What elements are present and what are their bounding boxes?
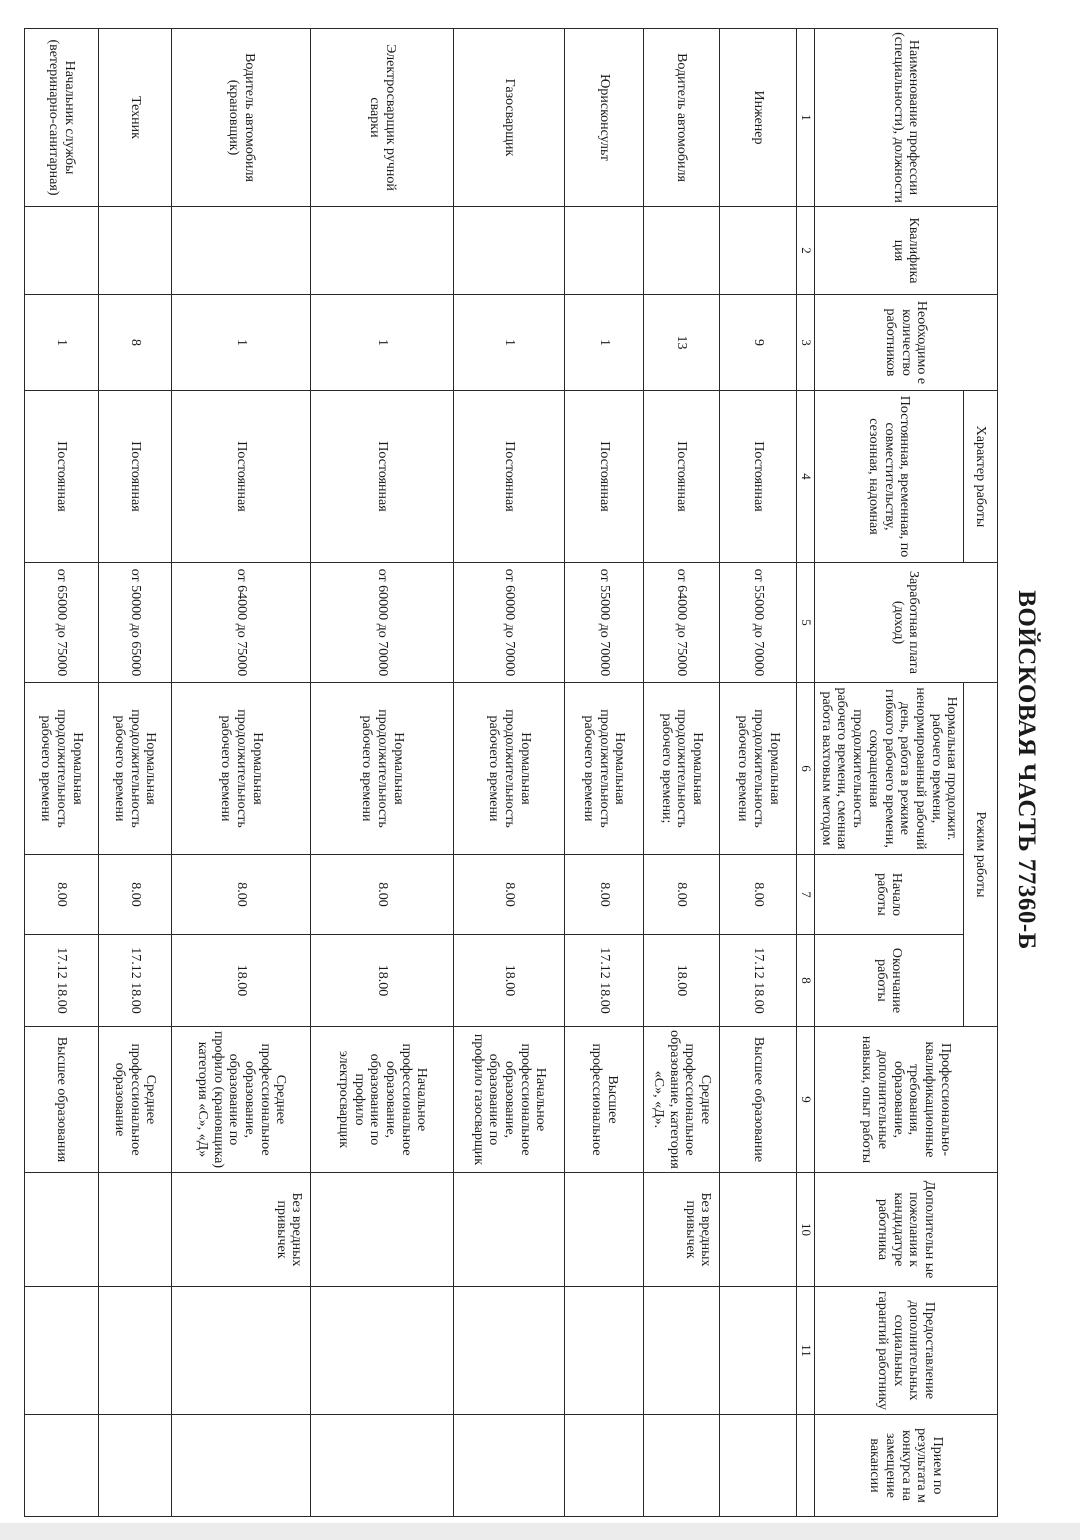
- document-title: ВОЙСКОВАЯ ЧАСТЬ 77360-Б: [1013, 590, 1040, 950]
- cell-profession: Начальник службы (ветеринарно-санитарная): [25, 29, 99, 207]
- table-row: [98, 29, 172, 1517]
- cell-count: 1: [311, 295, 454, 391]
- cell-start: 8.00: [720, 855, 797, 935]
- table-row: [643, 29, 720, 1517]
- cell-start: 8.00: [98, 855, 172, 935]
- cell-wishes: Без вредных привычек: [172, 1173, 311, 1287]
- col-number: 4: [796, 391, 814, 563]
- cell-salary: от 60000 до 70000: [311, 563, 454, 683]
- cell-end: 17.12 18.00: [720, 935, 797, 1027]
- cell-mode: Нормальная продолжительность рабочего времени: [565, 683, 644, 855]
- cell-profession: Техник: [98, 29, 172, 207]
- col-number: 7: [796, 855, 814, 935]
- header-qualification: Квалифика ция: [814, 207, 997, 295]
- cell-work-type: Постоянная: [25, 391, 99, 563]
- header-competition: Прием по результата м конкурса на замещение вакансии: [814, 1415, 997, 1517]
- cell-wishes: [720, 1173, 797, 1287]
- cell-competition: [311, 1415, 454, 1517]
- table-row: [565, 29, 644, 1517]
- cell-qualification: [643, 207, 720, 295]
- cell-start: 8.00: [454, 855, 565, 935]
- cell-salary: от 60000 до 70000: [454, 563, 565, 683]
- cell-competition: [98, 1415, 172, 1517]
- cell-work-type: Постоянная: [98, 391, 172, 563]
- vacancy-table: [24, 28, 998, 1517]
- cell-guarantees: [565, 1287, 644, 1415]
- cell-mode: Нормальная продолжительность рабочего времени: [25, 683, 99, 855]
- header-end: Окончание работы: [814, 935, 963, 1027]
- col-number: 3: [796, 295, 814, 391]
- column-number-row: [796, 29, 814, 1517]
- table-row: [311, 29, 454, 1517]
- cell-qualification: [98, 207, 172, 295]
- cell-wishes: [565, 1173, 644, 1287]
- col-number: 9: [796, 1027, 814, 1173]
- cell-qualification: [565, 207, 644, 295]
- cell-profession: Инженер: [720, 29, 797, 207]
- cell-end: 18.00: [643, 935, 720, 1027]
- cell-work-type: Постоянная: [454, 391, 565, 563]
- cell-wishes: [311, 1173, 454, 1287]
- col-number: [796, 1415, 814, 1517]
- header-group-mode: Режим работы: [963, 683, 997, 1027]
- cell-guarantees: [643, 1287, 720, 1415]
- header-guarantees: Предоставление дополнительных социальных гарантий работнику: [814, 1287, 997, 1415]
- cell-competition: [643, 1415, 720, 1517]
- cell-count: 9: [720, 295, 797, 391]
- header-group-row: [963, 29, 997, 1517]
- cell-start: 8.00: [643, 855, 720, 935]
- cell-work-type: Постоянная: [565, 391, 644, 563]
- col-number: 11: [796, 1287, 814, 1415]
- cell-count: 8: [98, 295, 172, 391]
- cell-count: 1: [565, 295, 644, 391]
- cell-mode: Нормальная продолжительность рабочего времени: [172, 683, 311, 855]
- col-number: 5: [796, 563, 814, 683]
- cell-end: 17.12 18.00: [25, 935, 99, 1027]
- cell-count: 1: [25, 295, 99, 391]
- col-number: 6: [796, 683, 814, 855]
- header-wishes: Дополительн ые пожелания к кандидатуре работника: [814, 1173, 997, 1287]
- header-count: Необходимо е количество работников: [814, 295, 997, 391]
- table-row: [454, 29, 565, 1517]
- cell-start: 8.00: [172, 855, 311, 935]
- cell-profession: Водитель автомобиля (крановщик): [172, 29, 311, 207]
- col-number: 10: [796, 1173, 814, 1287]
- cell-competition: [172, 1415, 311, 1517]
- cell-requirements: Среднее профессиональное образование: [98, 1027, 172, 1173]
- cell-salary: от 64000 до 75000: [643, 563, 720, 683]
- cell-count: 1: [454, 295, 565, 391]
- header-requirements: Профессионально-квалификационные требования, образование, дополнительные навыки, опыт работы: [814, 1027, 997, 1173]
- header-group-character: Характер работы: [963, 391, 997, 563]
- cell-requirements: Начальное профессиональное образование, образование по профило газосварщик: [454, 1027, 565, 1173]
- cell-end: 17.12 18.00: [98, 935, 172, 1027]
- cell-count: 13: [643, 295, 720, 391]
- cell-wishes: [454, 1173, 565, 1287]
- header-start: Начало работы: [814, 855, 963, 935]
- cell-competition: [454, 1415, 565, 1517]
- cell-competition: [720, 1415, 797, 1517]
- cell-requirements: Высшее образование: [720, 1027, 797, 1173]
- table-row: [25, 29, 99, 1517]
- cell-qualification: [172, 207, 311, 295]
- cell-salary: от 50000 до 65000: [98, 563, 172, 683]
- cell-work-type: Постоянная: [643, 391, 720, 563]
- cell-mode: Нормальная продолжительность рабочего времени: [311, 683, 454, 855]
- cell-mode: Нормальная продолжительность рабочего времени;: [643, 683, 720, 855]
- cell-mode: Нормальная продолжительность рабочего времени: [720, 683, 797, 855]
- col-number: 1: [796, 29, 814, 207]
- cell-guarantees: [311, 1287, 454, 1415]
- cell-qualification: [454, 207, 565, 295]
- cell-competition: [565, 1415, 644, 1517]
- cell-guarantees: [98, 1287, 172, 1415]
- cell-end: 17.12 18.00: [565, 935, 644, 1027]
- cell-wishes: [25, 1173, 99, 1287]
- cell-mode: Нормальная продолжительность рабочего времени: [98, 683, 172, 855]
- cell-qualification: [720, 207, 797, 295]
- cell-end: 18.00: [311, 935, 454, 1027]
- cell-qualification: [25, 207, 99, 295]
- cell-profession: Водитель автомобиля: [643, 29, 720, 207]
- cell-work-type: Постоянная: [311, 391, 454, 563]
- cell-start: 8.00: [25, 855, 99, 935]
- cell-work-type: Постоянная: [720, 391, 797, 563]
- col-number: 8: [796, 935, 814, 1027]
- cell-wishes: Без вредных привычек: [643, 1173, 720, 1287]
- cell-end: 18.00: [454, 935, 565, 1027]
- cell-guarantees: [454, 1287, 565, 1415]
- cell-requirements: Среднее профессиональное образование, категория «С», «Д».: [643, 1027, 720, 1173]
- cell-requirements: Начальное профессиональное образование, образование по профило электросварщик: [311, 1027, 454, 1173]
- cell-mode: Нормальная продолжительность рабочего времени: [454, 683, 565, 855]
- cell-salary: от 55000 до 70000: [720, 563, 797, 683]
- cell-requirements: Среднее профессиональное образование, образование по профило (крановщика) категория «С», «Д»: [172, 1027, 311, 1173]
- cell-salary: от 64000 до 75000: [172, 563, 311, 683]
- cell-competition: [25, 1415, 99, 1517]
- cell-count: 1: [172, 295, 311, 391]
- cell-profession: Газосварщик: [454, 29, 565, 207]
- cell-salary: от 55000 до 70000: [565, 563, 644, 683]
- cell-end: 18.00: [172, 935, 311, 1027]
- col-number: 2: [796, 207, 814, 295]
- cell-salary: от 65000 до 75000: [25, 563, 99, 683]
- cell-start: 8.00: [565, 855, 644, 935]
- cell-guarantees: [720, 1287, 797, 1415]
- cell-qualification: [311, 207, 454, 295]
- table-row: [172, 29, 311, 1517]
- cell-profession: Юрисконсульт: [565, 29, 644, 207]
- cell-requirements: Высшее профессиональное: [565, 1027, 644, 1173]
- cell-requirements: Высшее образования: [25, 1027, 99, 1173]
- header-work-type: Постоянная, временная, по совместительству, сезонная, надомная: [814, 391, 963, 563]
- cell-start: 8.00: [311, 855, 454, 935]
- header-salary: Заработная плата (доход): [814, 563, 997, 683]
- cell-wishes: [98, 1173, 172, 1287]
- cell-profession: Электросварщик ручной сварки: [311, 29, 454, 207]
- table-row: [720, 29, 797, 1517]
- cell-work-type: Постоянная: [172, 391, 311, 563]
- header-mode: Нормальная продолжит. рабочего времени, ненормированный рабочий день, работа в режиме гибкого рабочего времени, сокращенная продолжительность рабочего времени, сменная работа вахтовым методом: [814, 683, 963, 855]
- cell-guarantees: [172, 1287, 311, 1415]
- cell-guarantees: [25, 1287, 99, 1415]
- header-profession: Наименование профессии (специальности), должности: [814, 29, 997, 207]
